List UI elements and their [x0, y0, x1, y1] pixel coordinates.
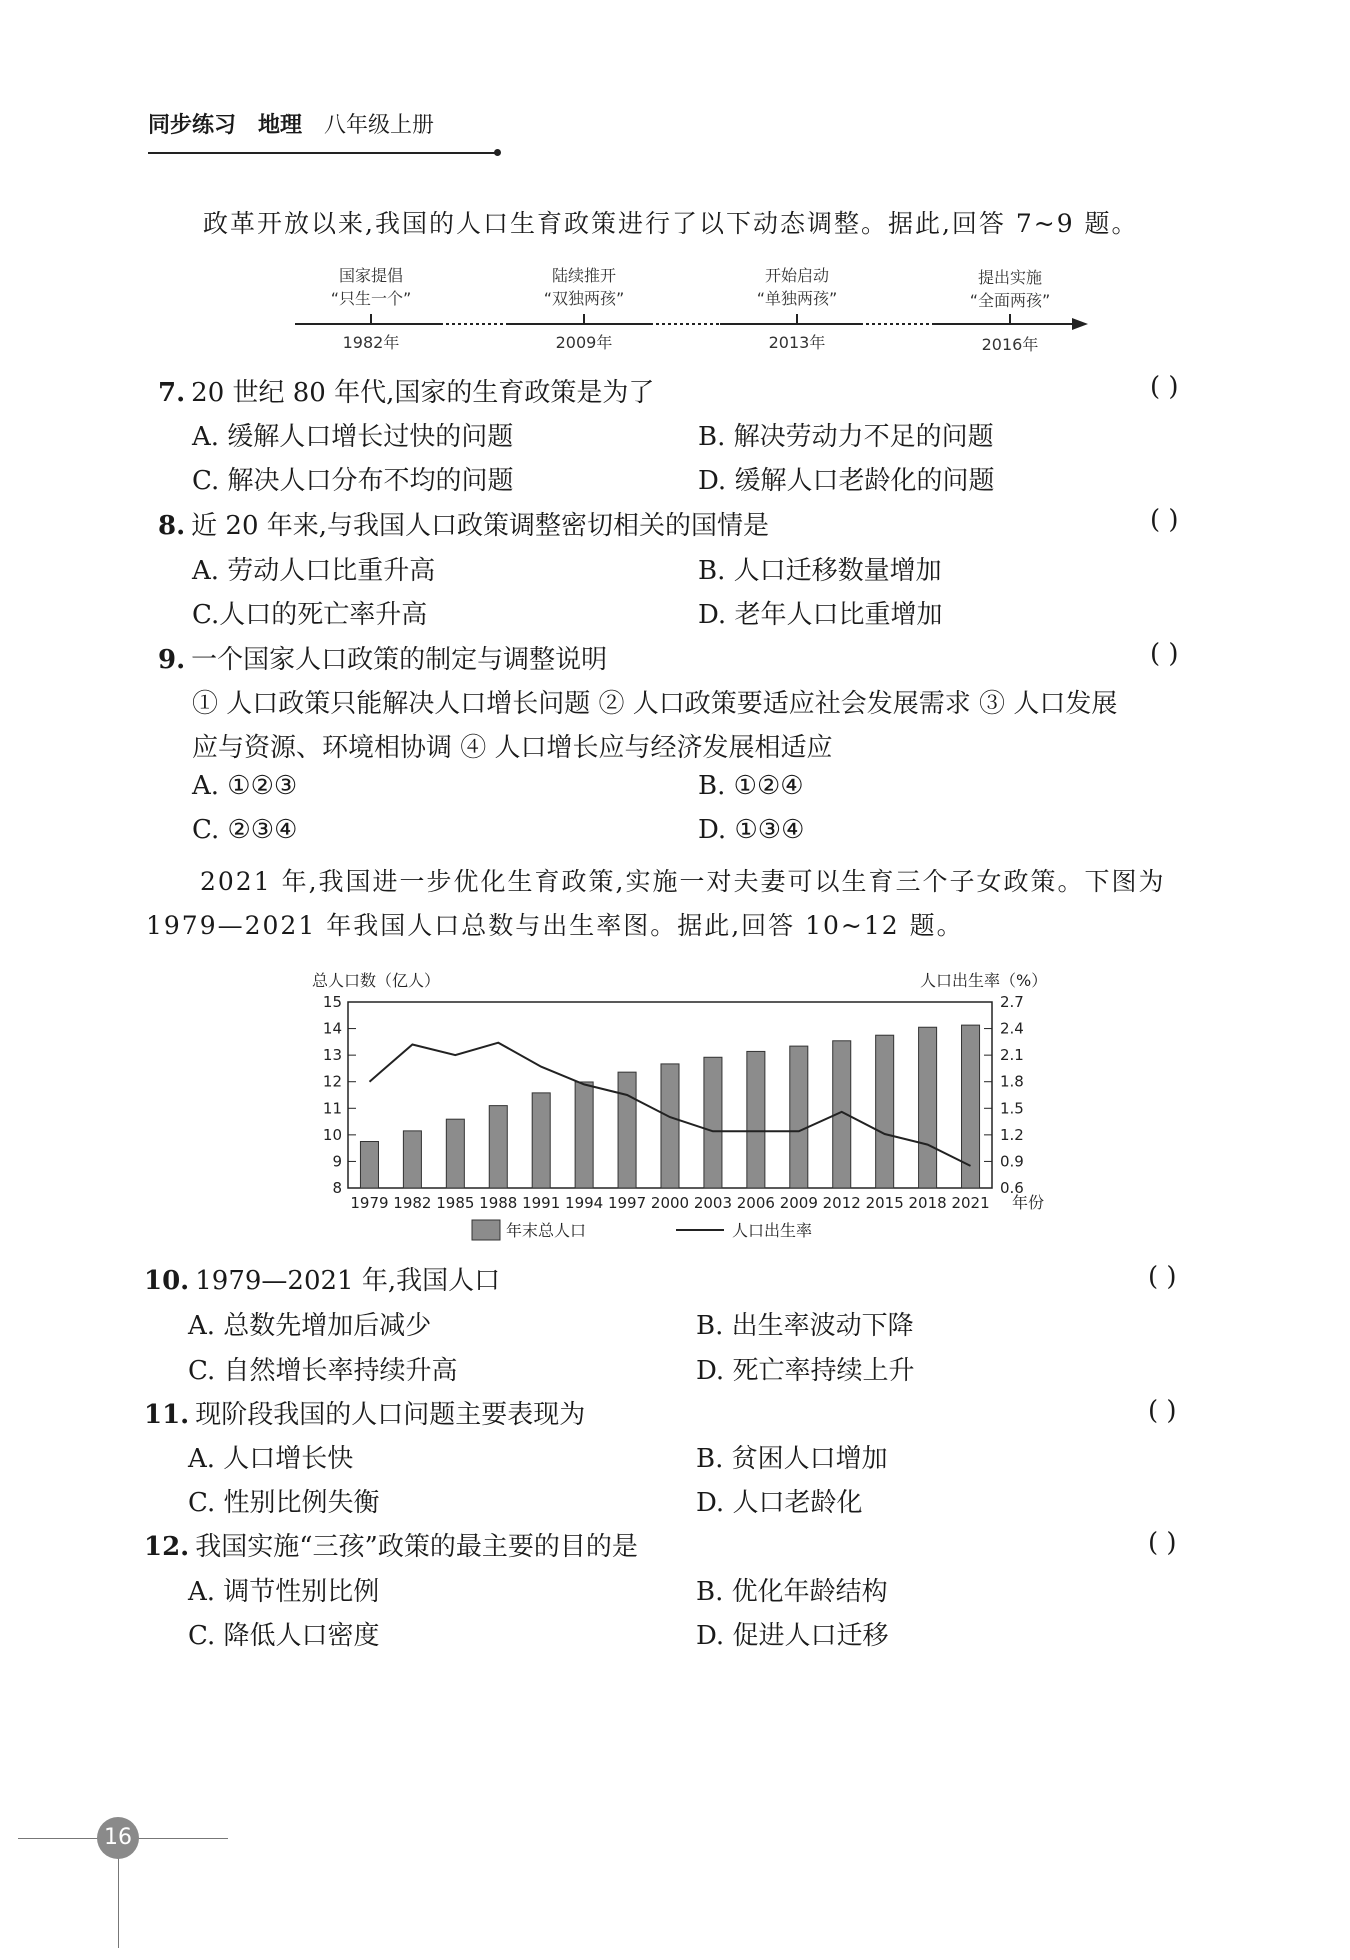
- q9-option-b[interactable]: B. ①②④: [698, 771, 804, 801]
- x-tick-label: 2012: [822, 1194, 861, 1212]
- question-11: 11. 现阶段我国的人口问题主要表现为: [144, 1400, 586, 1430]
- answer-bracket-11[interactable]: ( ): [1148, 1396, 1177, 1426]
- y-right-tick-label: 1.5: [1000, 1099, 1024, 1118]
- q11-option-a[interactable]: A. 人口增长快: [188, 1444, 354, 1474]
- q12-option-c[interactable]: C. 降低人口密度: [188, 1621, 380, 1651]
- q8-option-c[interactable]: C.人口的死亡率升高: [192, 600, 428, 630]
- y-right-tick-label: 2.4: [1000, 1019, 1024, 1038]
- x-tick-label: 2021: [951, 1194, 990, 1212]
- q7-option-b[interactable]: B. 解决劳动力不足的问题: [698, 422, 994, 452]
- y-left-tick-label: 15: [322, 993, 342, 1011]
- population-bar: [575, 1082, 593, 1188]
- q7-option-a[interactable]: A. 缓解人口增长过快的问题: [192, 422, 514, 452]
- y-axis-left-label: 总人口数（亿人）: [312, 971, 441, 990]
- q12-option-b[interactable]: B. 优化年龄结构: [696, 1577, 888, 1607]
- intro-chart-line-2: 1979—2021 年我国人口总数与出生率图。据此,回答 10~12 题。: [146, 911, 964, 940]
- x-tick-label: 2000: [650, 1194, 690, 1212]
- y-right-tick-label: 0.6: [1000, 1179, 1024, 1197]
- timeline-label-2013: 开始启动 “单独两孩”: [756, 266, 838, 308]
- q8-option-d[interactable]: D. 老年人口比重增加: [698, 600, 943, 630]
- y-left-tick-label: 9: [332, 1152, 342, 1171]
- population-bars: [360, 1025, 979, 1188]
- q9-option-a[interactable]: A. ①②③: [192, 771, 298, 801]
- population-bar: [532, 1093, 550, 1188]
- answer-bracket-10[interactable]: ( ): [1148, 1262, 1177, 1292]
- population-bar: [661, 1064, 679, 1188]
- population-bar: [876, 1035, 894, 1188]
- q10-option-d[interactable]: D. 死亡率持续上升: [696, 1356, 915, 1386]
- question-9: 9. 一个国家人口政策的制定与调整说明: [158, 645, 608, 675]
- y-left-tick-label: 13: [322, 1046, 342, 1065]
- y-right-tick-label: 2.7: [1000, 993, 1024, 1011]
- x-tick-label: 1997: [607, 1194, 647, 1212]
- q12-option-d[interactable]: D. 促进人口迁移: [696, 1621, 889, 1651]
- timeline-year-2013: 2013年: [768, 333, 826, 352]
- q10-option-a[interactable]: A. 总数先增加后减少: [188, 1311, 432, 1341]
- timeline-year-2016: 2016年: [981, 335, 1039, 354]
- answer-bracket-9[interactable]: ( ): [1150, 639, 1179, 669]
- question-12: 12. 我国实施“三孩”政策的最主要的目的是: [144, 1532, 638, 1562]
- x-tick-label: 2018: [908, 1194, 947, 1212]
- q8-option-b[interactable]: B. 人口迁移数量增加: [698, 556, 942, 586]
- q7-option-d[interactable]: D. 缓解人口老龄化的问题: [698, 466, 995, 496]
- question-10: 10. 1979—2021 年,我国人口: [144, 1266, 501, 1296]
- timeline-axis: [0, 0, 1350, 360]
- q9-option-d[interactable]: D. ①③④: [698, 815, 805, 845]
- population-bar: [446, 1119, 464, 1188]
- q12-option-a[interactable]: A. 调节性别比例: [188, 1577, 380, 1607]
- answer-bracket-7[interactable]: ( ): [1150, 372, 1179, 402]
- policy-timeline: [0, 0, 1350, 360]
- x-tick-label: 1988: [479, 1194, 518, 1212]
- q9-statements-line-1: ① 人口政策只能解决人口增长问题 ② 人口政策要适应社会发展需求 ③ 人口发展: [192, 689, 1118, 719]
- timeline-label-2016: 提出实施 “全面两孩”: [969, 268, 1051, 310]
- y-right-tick-label: 0.9: [1000, 1152, 1024, 1171]
- legend-bar-label: 年末总人口: [506, 1221, 587, 1240]
- timeline-label-2009: 陆续推开 “双独两孩”: [543, 266, 625, 308]
- x-tick-label: 2015: [865, 1194, 904, 1212]
- header-subject: 地理: [258, 113, 303, 138]
- y-left-tick-label: 12: [322, 1072, 342, 1091]
- question-8: 8. 近 20 年来,与我国人口政策调整密切相关的国情是: [158, 511, 770, 541]
- q7-option-c[interactable]: C. 解决人口分布不均的问题: [192, 466, 514, 496]
- x-axis-tick-labels: [350, 1194, 989, 1212]
- q11-option-c[interactable]: C. 性别比例失衡: [188, 1488, 380, 1518]
- x-axis-label: 年份: [1012, 1193, 1045, 1212]
- answer-bracket-8[interactable]: ( ): [1150, 505, 1179, 535]
- x-tick-label: 1985: [436, 1194, 475, 1212]
- timeline-year-1982: 1982年: [342, 333, 400, 352]
- header-grade: 八年级上册: [324, 113, 435, 138]
- legend-bar-swatch: [472, 1220, 500, 1240]
- page-number: 16: [97, 1817, 139, 1859]
- population-bar: [919, 1027, 937, 1188]
- timeline-year-2009: 2009年: [555, 333, 613, 352]
- q10-option-b[interactable]: B. 出生率波动下降: [696, 1311, 914, 1341]
- q8-option-a[interactable]: A. 劳动人口比重升高: [192, 556, 436, 586]
- population-bar: [403, 1131, 421, 1188]
- q9-option-c[interactable]: C. ②③④: [192, 815, 298, 845]
- population-bar: [360, 1142, 378, 1189]
- y-left-tick-label: 8: [332, 1179, 342, 1197]
- population-chart: [300, 960, 1080, 1250]
- intro-chart-line-1: 2021 年,我国进一步优化生育政策,实施一对夫妻可以生育三个子女政策。下图为: [200, 867, 1166, 896]
- y-right-tick-label: 1.2: [1000, 1125, 1024, 1144]
- legend-line-label: 人口出生率: [732, 1221, 813, 1240]
- answer-bracket-12[interactable]: ( ): [1148, 1528, 1177, 1558]
- population-bar: [489, 1106, 507, 1188]
- timeline-label-1982: 国家提倡 “只生一个”: [330, 266, 412, 308]
- x-tick-label: 2009: [779, 1194, 818, 1212]
- question-7: 7. 20 世纪 80 年代,国家的生育政策是为了: [158, 378, 655, 408]
- x-tick-label: 2006: [736, 1194, 775, 1212]
- header-series: 同步练习: [148, 113, 237, 138]
- x-tick-label: 1994: [565, 1194, 604, 1212]
- y-left-tick-label: 10: [322, 1125, 342, 1144]
- y-right-tick-label: 2.1: [1000, 1046, 1024, 1065]
- q11-option-b[interactable]: B. 贫困人口增加: [696, 1444, 888, 1474]
- x-tick-label: 1991: [522, 1194, 561, 1212]
- y-right-tick-label: 1.8: [1000, 1072, 1024, 1091]
- y-left-tick-label: 14: [322, 1019, 342, 1038]
- q9-statements-line-2: 应与资源、环境相协调 ④ 人口增长应与经济发展相适应: [192, 733, 833, 763]
- population-bar: [790, 1046, 808, 1188]
- population-bar: [618, 1072, 636, 1188]
- y-axis-right-label: 人口出生率（%）: [920, 971, 1048, 990]
- x-tick-label: 1982: [393, 1194, 432, 1212]
- q11-option-d[interactable]: D. 人口老龄化: [696, 1488, 863, 1518]
- q10-option-c[interactable]: C. 自然增长率持续升高: [188, 1356, 458, 1386]
- population-bar: [704, 1057, 722, 1188]
- population-bar: [747, 1051, 765, 1188]
- intro-policy: 政革开放以来,我国的人口生育政策进行了以下动态调整。据此,回答 7~9 题。: [203, 209, 1139, 238]
- x-tick-label: 1979: [350, 1194, 389, 1212]
- x-tick-label: 2003: [693, 1194, 733, 1212]
- y-left-tick-label: 11: [322, 1099, 342, 1118]
